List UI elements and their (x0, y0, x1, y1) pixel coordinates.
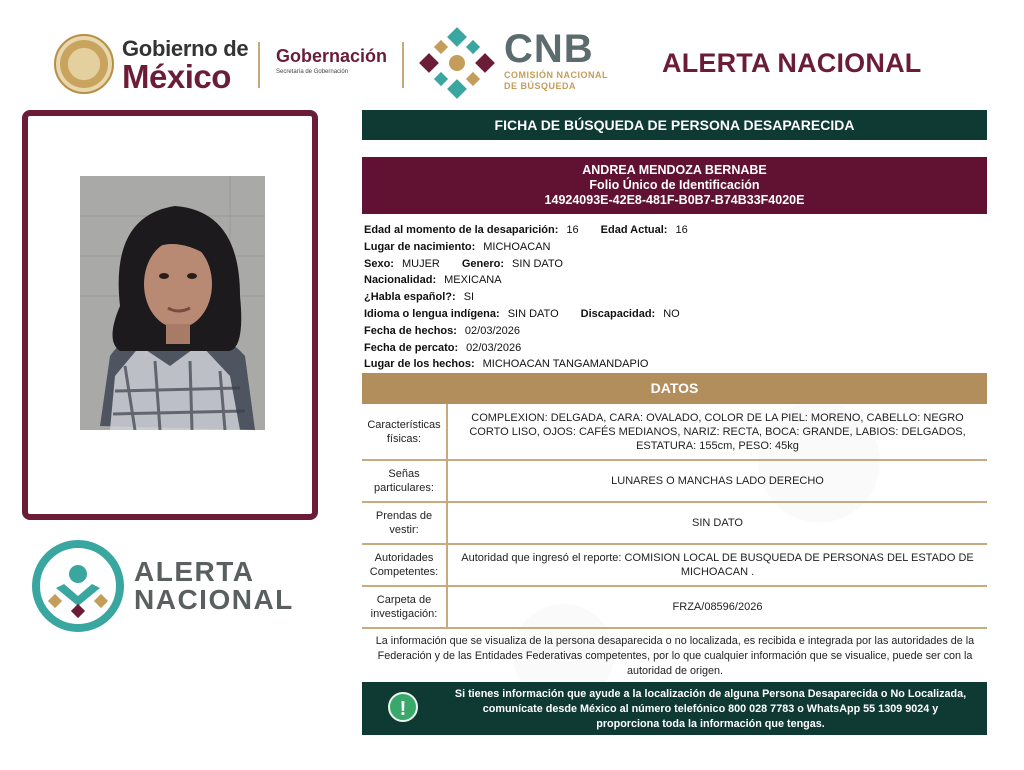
discapacidad-value: NO (663, 307, 680, 320)
ficha-title-bar: FICHA DE BÚSQUEDA DE PERSONA DESAPARECIDA (362, 110, 987, 140)
coat-of-arms-seal (54, 34, 114, 94)
alert-logo-line1: ALERTA (134, 556, 255, 587)
contact-line1: Si tienes información que ayude a la localización de alguna Persona Desaparecida o No Localizada, (454, 688, 967, 700)
detail-row-idioma (364, 306, 989, 323)
mexico-text: México (122, 58, 231, 95)
datos-key: Prendas de vestir: (362, 502, 447, 544)
datos-key: Características físicas: (362, 404, 447, 460)
person-details (364, 222, 989, 373)
contact-line3: proporciona toda la información que tengas. (596, 718, 825, 730)
gobernacion-subtext: Secretaría de Gobernación (276, 69, 349, 75)
gobernacion-logo (276, 46, 387, 75)
datos-table (362, 404, 987, 629)
edad-actual-label: Edad Actual: (600, 224, 668, 236)
detail-row-lugar-hechos (364, 356, 989, 373)
datos-key: Autoridades Competentes: (362, 544, 447, 586)
detail-row-nacionalidad (364, 272, 989, 289)
datos-value: SIN DATO (447, 502, 987, 544)
folio-value: 14924093E-42E8-481F-B0B7-B74B33F4020E (544, 193, 805, 207)
table-row (362, 544, 987, 586)
detail-row-lugar-nac (364, 239, 989, 256)
photo-frame (22, 110, 318, 520)
genero-label: Genero: (461, 257, 505, 270)
fecha-percato-label: Fecha de percato: (364, 341, 459, 354)
datos-header: DATOS (362, 373, 987, 404)
fecha-hechos-label: Fecha de hechos: (364, 324, 457, 337)
contact-line2: comunícate desde México al número telefónico 800 028 7783 o WhatsApp 55 1309 9024 y (482, 703, 939, 715)
gobernacion-text: Gobernación (276, 46, 388, 66)
nacionalidad-value: MEXICANA (444, 274, 502, 287)
datos-key: Carpeta de investigación: (362, 586, 447, 628)
person-photo (80, 176, 265, 430)
table-row (362, 586, 987, 628)
alerta-nacional-title: ALERTA NACIONAL (662, 48, 922, 78)
table-row (362, 502, 987, 544)
alerta-nacional-logo (32, 540, 312, 640)
folio-label: Folio Único de Identificación (589, 178, 760, 192)
cnb-logo-text (504, 28, 608, 92)
edad-actual-value: 16 (675, 224, 688, 236)
datos-value: LUNARES O MANCHAS LADO DERECHO (447, 460, 987, 502)
habla-value: SI (463, 291, 475, 304)
gobierno-de-mexico-logo (122, 38, 248, 94)
edad-desap-label: Edad al momento de la desaparición: (364, 224, 559, 236)
exclamation-icon: ! (388, 692, 418, 722)
nacionalidad-label: Nacionalidad: (364, 274, 437, 287)
cnb-line2: DE BÚSQUEDA (504, 81, 577, 91)
detail-row-habla (364, 289, 989, 306)
edad-desap-value: 16 (566, 224, 579, 236)
datos-value: FRZA/08596/2026 (447, 586, 987, 628)
header-divider (402, 42, 404, 88)
lugar-hechos-label: Lugar de los hechos: (364, 358, 475, 371)
page-header (50, 18, 990, 98)
datos-key: Señas particulares: (362, 460, 447, 502)
alert-logo-words (134, 558, 294, 614)
table-row (362, 460, 987, 502)
cnb-acronym: CNB (504, 27, 594, 71)
datos-value: COMPLEXION: DELGADA, CARA: OVALADO, COLOR DE LA PIEL: MORENO, CABELLO: NEGRO CORTO LISO, OJOS: CAFÉS MEDIANOS, NARIZ: RECTA, BOCA: GRANDE, LABIOS: DELGADOS, ESTATURA: 155cm, PESO: 45kg (447, 404, 987, 460)
lugar-nac-label: Lugar de nacimiento: (364, 240, 476, 253)
idioma-label: Idioma o lengua indígena: (364, 307, 500, 320)
person-header (362, 157, 987, 214)
habla-label: ¿Habla español?: (364, 291, 456, 304)
datos-value: Autoridad que ingresó el reporte: COMISION LOCAL DE BUSQUEDA DE PERSONAS DEL ESTADO DE MICHOACAN . (447, 544, 987, 586)
detail-row-fecha-percato (364, 340, 989, 357)
detail-row-fecha-hechos (364, 323, 989, 340)
discapacidad-label: Discapacidad: (580, 307, 656, 320)
table-row (362, 404, 987, 460)
idioma-value: SIN DATO (507, 307, 559, 320)
gobierno-de-text: Gobierno de (122, 36, 249, 61)
person-name: ANDREA MENDOZA BERNABE (582, 163, 767, 177)
lugar-nac-value: MICHOACAN (483, 240, 551, 253)
fecha-percato-value: 02/03/2026 (466, 341, 522, 354)
alert-logo-line2: NACIONAL (134, 584, 294, 615)
contact-banner (362, 682, 987, 735)
alert-emblem-icon (40, 548, 116, 624)
cnb-line1: COMISIÓN NACIONAL (504, 70, 608, 80)
header-divider (258, 42, 260, 88)
fecha-hechos-value: 02/03/2026 (464, 324, 520, 337)
detail-row-edad (364, 222, 989, 239)
cnb-emblem-icon (418, 26, 496, 100)
genero-value: SIN DATO (512, 257, 563, 270)
lugar-hechos-value: MICHOACAN TANGAMANDAPIO (482, 358, 649, 371)
disclaimer-text: La información que se visualiza de la persona desaparecida o no localizada, es recibida e integrada por las autoridades de la Federación y de las Entidades Federativas competentes, por lo que cualquier información que se visualice, puede ser con la autoridad de origen. (375, 635, 975, 677)
alert-logo-ring (32, 540, 124, 632)
sexo-label: Sexo: (364, 257, 394, 270)
sexo-value: MUJER (401, 257, 440, 270)
detail-row-sexo (364, 256, 989, 273)
